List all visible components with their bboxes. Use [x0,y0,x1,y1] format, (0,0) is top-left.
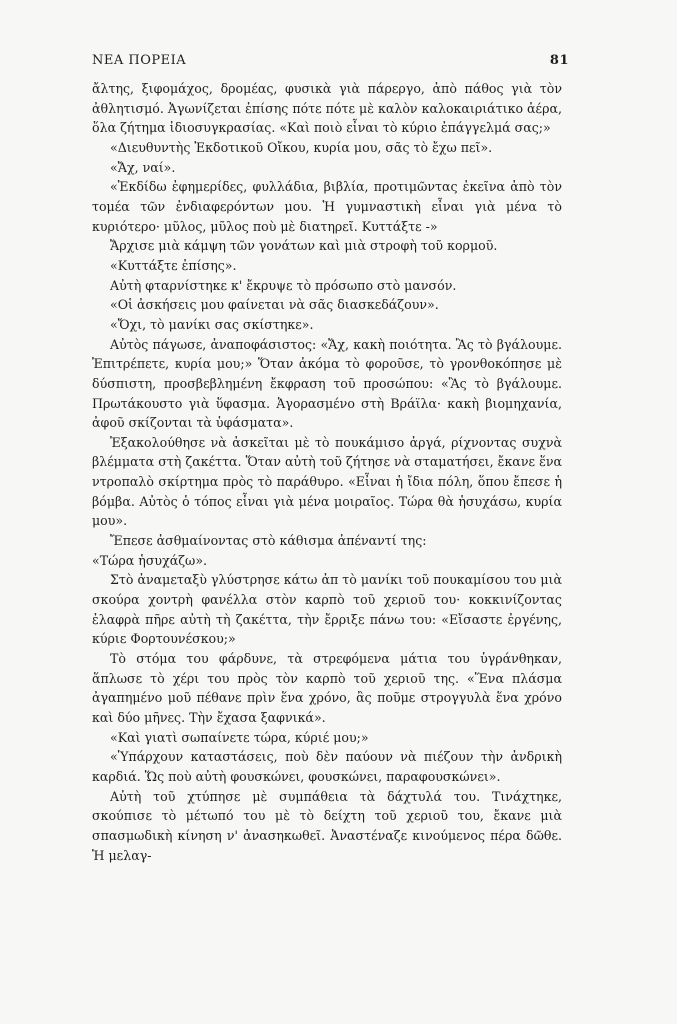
paragraph: Ἐξακολούθησε νὰ ἀσκεῖται μὲ τὸ πουκάμισο ἀργά, ρίχνοντας συχνὰ βλέμματα στὴ ζακέττα. Ὅταν αὐτὴ τοῦ ζήτησε νὰ σταματήσει, ἔκανε ἕνα ντροπαλὸ σκίρτημα πρὸς τὸ παράθυρο. «Εἶναι ἡ ἴδια πόλη, ὅπου ἔπεσε ἡ βόμβα. Αὐτὸς ὁ τόπος εἶναι γιὰ μένα μοιραῖος. Τώρα θὰ ἡσυχάσω, κυρία μου». [92,434,562,529]
paragraph: «Καὶ γιατὶ σωπαίνετε τώρα, κύριέ μου;» [110,729,369,745]
paragraph: «Τώρα ἡσυχάζω». [92,552,208,568]
paragraph: Στὸ ἀναμεταξὺ γλύστρησε κάτω ἀπ τὸ μανίκι τοῦ πουκαμίσου του μιὰ σκούρα χοντρὴ φανέλλα στὸν καρπὸ τοῦ χεριοῦ του· κοκκινίζοντας ἐλαφρὰ πῆρε αὐτὴ τὴ ζακέττα, τὴν ἔρριξε πάνω του: «Εἴσαστε ἐργένης, κύριε Φορτουνέσκου;» [92,572,562,647]
paragraph: «Διευθυντὴς Ἐκδοτικοῦ Οἴκου, κυρία μου, σᾶς τὸ ἔχω πεῖ». [110,139,493,155]
paragraph: Ἔπεσε ἀσθμαίνοντας στὸ κάθισμα ἀπέναντί της: [110,533,427,549]
paragraph: Αὐτὴ τοῦ χτύπησε μὲ συμπάθεια τὰ δάχτυλά του. Τινάχτηκε, σκούπισε τὸ μέτωπό του μὲ τὸ δείχτη τοῦ χεριοῦ του, ἔκανε μιὰ σπασμωδικὴ κίνηση ν' ἀνασηκωθεῖ. Ἀναστέναζε κινούμενος πέρα δῶθε. Ἡ μελαγ- [92,788,562,863]
paragraph: «Ἐκδίδω ἐφημερίδες, φυλλάδια, βιβλία, προτιμῶντας ἐκεῖνα ἀπὸ τὸν τομέα τῶν ἐνδιαφερόντων μου. Ἡ γυμναστικὴ εἶναι γιὰ μένα τὸ κυριότερο· μῦλος, μῦλος ποὺ μὲ διατηρεῖ. Κυττάξτε -» [92,179,562,234]
paragraph: «Κυττάξτε ἐπίσης». [110,257,237,273]
page-number: 81 [549,53,569,68]
paragraph: Αὐτὴ φταρνίστηκε κ' ἔκρυψε τὸ πρόσωπο στὸ μανσόν. [110,277,457,293]
paragraph: Αὐτὸς πάγωσε, ἀναποφάσιστος: «Ἄχ, κακὴ ποιότητα. Ἂς τὸ βγάλουμε. Ἐπιτρέπετε, κυρία μου;» Ὅταν ἀκόμα τὸ φοροῦσε, τὸ γρονθοκόπησε μὲ δύσπιστη, προσβεβλημένη ἔκφραση τοῦ προσώπου: «Ἂς τὸ βγάλουμε. Πρωτάκουστο γιὰ ὕφασμα. Ἀγορασμένο στὴ Βράϊλα· κακὴ βιομηχανία, ἀφοῦ σκίζονται τὰ ὑφάσματα». [92,336,562,431]
body-text [92,79,562,865]
paragraph: «Ἄχ, ναί». [110,159,176,175]
paragraph: ἄλτης, ξιφομάχος, δρομέας, φυσικὰ γιὰ πάρεργο, ἀπὸ πάθος γιὰ τὸν ἀθλητισμό. Ἀγωνίζεται ἐπίσης πότε πότε μὲ καλὸν καλοκαιριάτικο ἀέρα, ὅλα ζήτημα ἰδιοσυγκρασίας. «Καὶ ποιὸ εἶναι τὸ κύριο ἐπάγγελμά σας;» [92,81,562,136]
journal-title: ΝΕΑ ΠΟΡΕΙΑ [92,53,187,68]
running-header [92,53,569,68]
paragraph: «Ὄχι, τὸ μανίκι σας σκίστηκε». [110,316,314,332]
paragraph: «Οἱ ἀσκήσεις μου φαίνεται νὰ σᾶς διασκεδάζουν». [110,297,439,313]
paragraph: Ἄρχισε μιὰ κάμψη τῶν γονάτων καὶ μιὰ στροφὴ τοῦ κορμοῦ. [110,238,498,254]
paragraph: Τὸ στόμα του φάρδυνε, τὰ στρεφόμενα μάτια του ὑγράνθηκαν, ἅπλωσε τὸ χέρι του πρὸς τὸν καρπὸ τοῦ χεριοῦ της. «Ἕνα πλάσμα ἀγαπημένο μοῦ πέθανε πρὶν ἕνα χρόνο, ἂς ποῦμε στρογγυλὰ ἕνα χρόνο καὶ δύο μῆνες. Τὴν ἔχασα ξαφνικά». [92,651,562,725]
paragraph: «Ὑπάρχουν καταστάσεις, ποὺ δὲν παύουν νὰ πιέζουν τὴν ἀνδρικὴ καρδιά. Ὥς ποὺ αὐτὴ φουσκώνει, φουσκώνει, παραφουσκώνει». [92,749,562,784]
